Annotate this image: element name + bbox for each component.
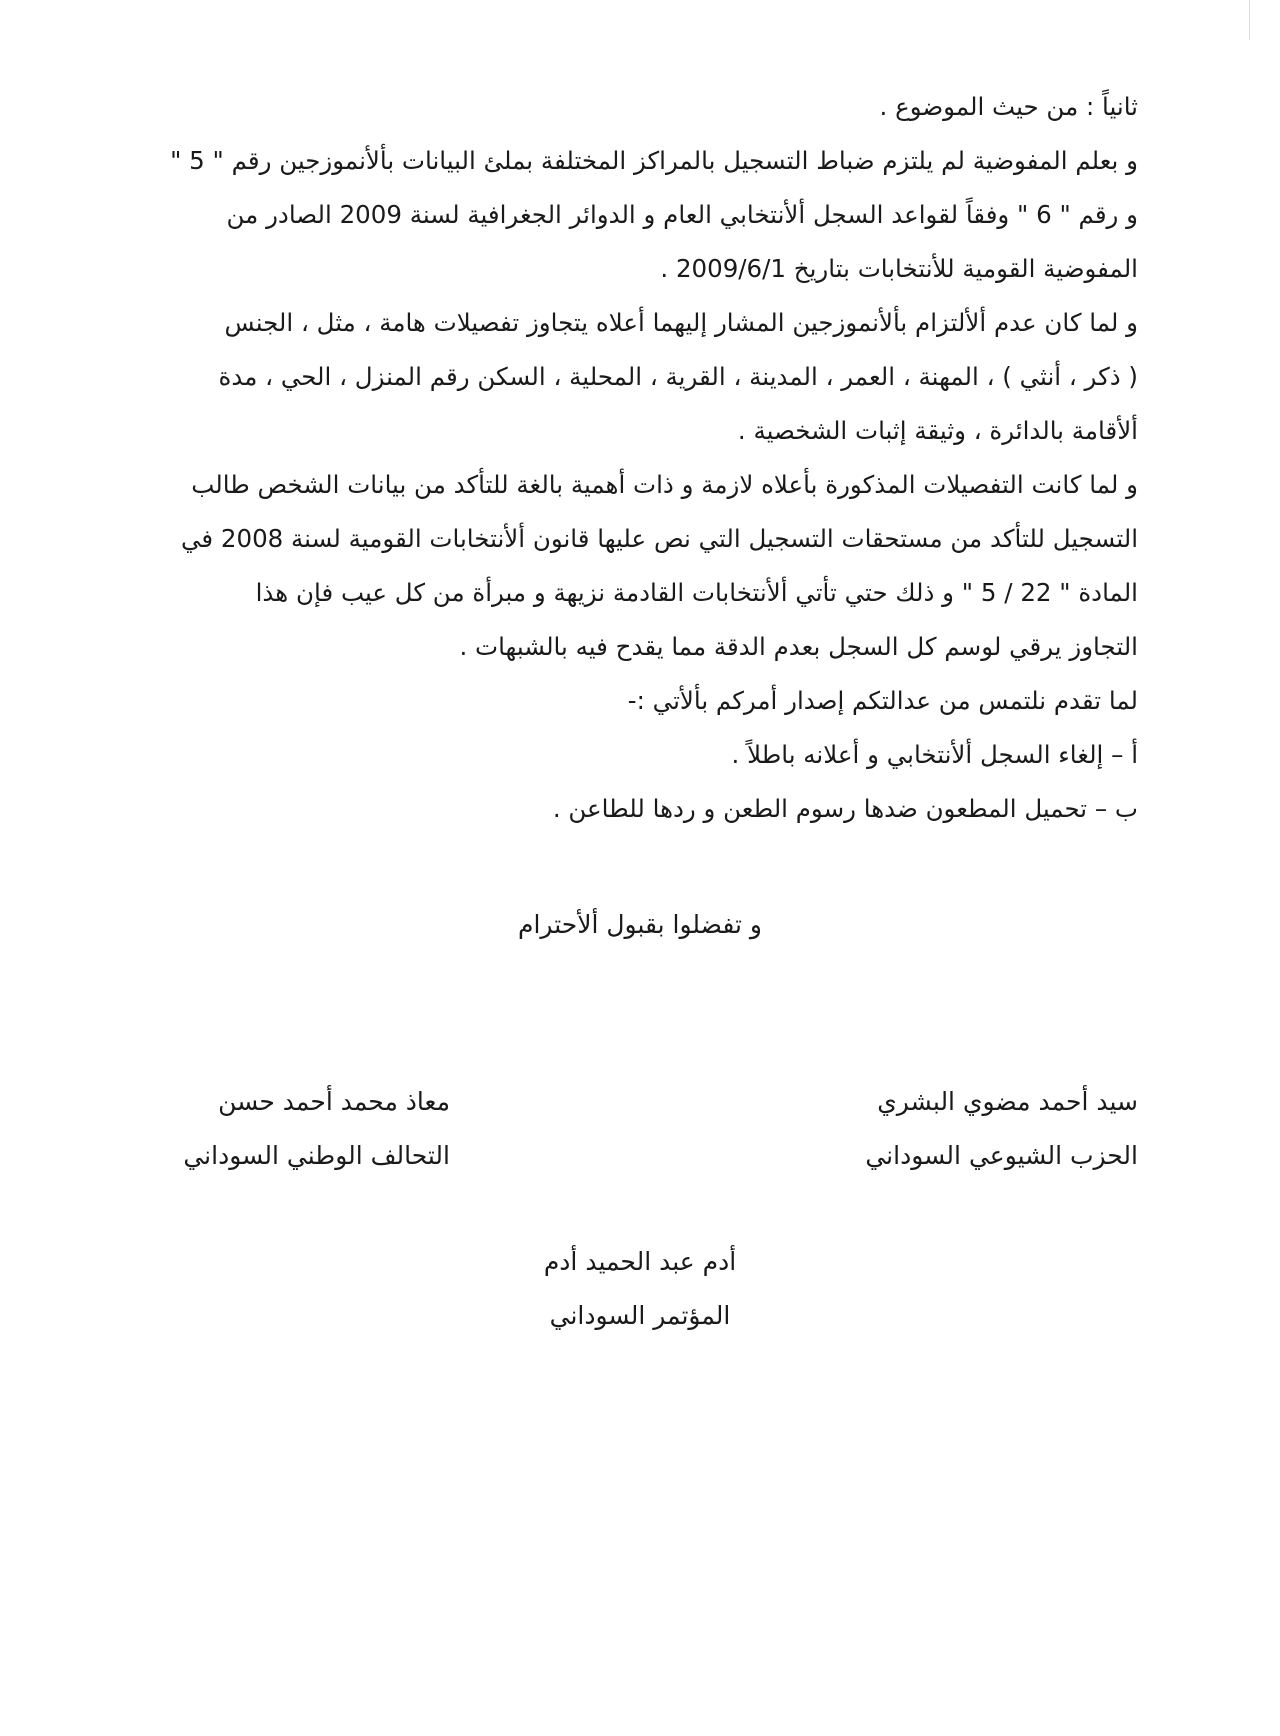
signatory-name: معاذ محمد أحمد حسن — [218, 1087, 450, 1116]
scan-edge-mark — [1249, 0, 1250, 40]
body-line: التسجيل للتأكد من مستحقات التسجيل التي نص عليها قانون ألأنتخابات القومية لسنة 2008 في — [180, 524, 1138, 553]
body-line: التجاوز يرقي لوسم كل السجل بعدم الدقة مما يقدح فيه بالشبهات . — [459, 632, 1138, 661]
closing-salutation: و تفضلوا بقبول ألأحترام — [518, 910, 762, 939]
signatory-org: الحزب الشيوعي السوداني — [865, 1141, 1138, 1170]
signatory-right — [808, 1075, 1138, 1183]
body-line: ( ذكر ، أنثي ) ، المهنة ، العمر ، المدينة ، القرية ، المحلية ، السكن رقم المنزل ، الحي ، مدة — [218, 362, 1138, 391]
signatory-name: سيد أحمد مضوي البشري — [877, 1087, 1138, 1116]
letter-body — [88, 80, 1138, 836]
request-item-b: ب – تحميل المطعون ضدها رسوم الطعن و ردها للطاعن . — [552, 794, 1138, 823]
body-line: و لما كانت التفصيلات المذكورة بأعلاه لازمة و ذات أهمية بالغة للتأكد من بيانات الشخص طالب — [191, 470, 1138, 499]
signatory-left — [150, 1075, 450, 1183]
signatory-org: التحالف الوطني السوداني — [183, 1141, 450, 1170]
body-line: المادة " 22 / 5 " و ذلك حتي تأتي ألأنتخابات القادمة نزيهة و مبرأة من كل عيب فإن هذا — [255, 578, 1138, 607]
section-heading: ثانياً : من حيث الموضوع . — [879, 92, 1138, 121]
body-line: ألأقامة بالدائرة ، وثيقة إثبات الشخصية . — [737, 416, 1138, 445]
body-line: و بعلم المفوضية لم يلتزم ضباط التسجيل بالمراكز المختلفة بملئ البيانات بألأنموزجين رقم " 5 " — [170, 146, 1138, 175]
body-line: المفوضية القومية للأنتخابات بتاريخ 2009/6/1 . — [660, 254, 1138, 283]
request-item-a: أ – إلغاء السجل ألأنتخابي و أعلانه باطلاً . — [731, 740, 1138, 769]
signatory-name: أدم عبد الحميد أدم — [543, 1247, 737, 1276]
body-line: و لما كان عدم ألألتزام بألأنموزجين المشار إليهما أعلاه يتجاوز تفصيلات هامة ، مثل ، الجنس — [224, 308, 1138, 337]
signatory-org: المؤتمر السوداني — [549, 1301, 731, 1330]
signatory-center — [470, 1235, 810, 1343]
request-intro: لما تقدم نلتمس من عدالتكم إصدار أمركم بألأتي :- — [627, 686, 1138, 715]
body-line: و رقم " 6 " وفقاً لقواعد السجل ألأنتخابي العام و الدوائر الجغرافية لسنة 2009 الصادر من — [226, 200, 1138, 229]
